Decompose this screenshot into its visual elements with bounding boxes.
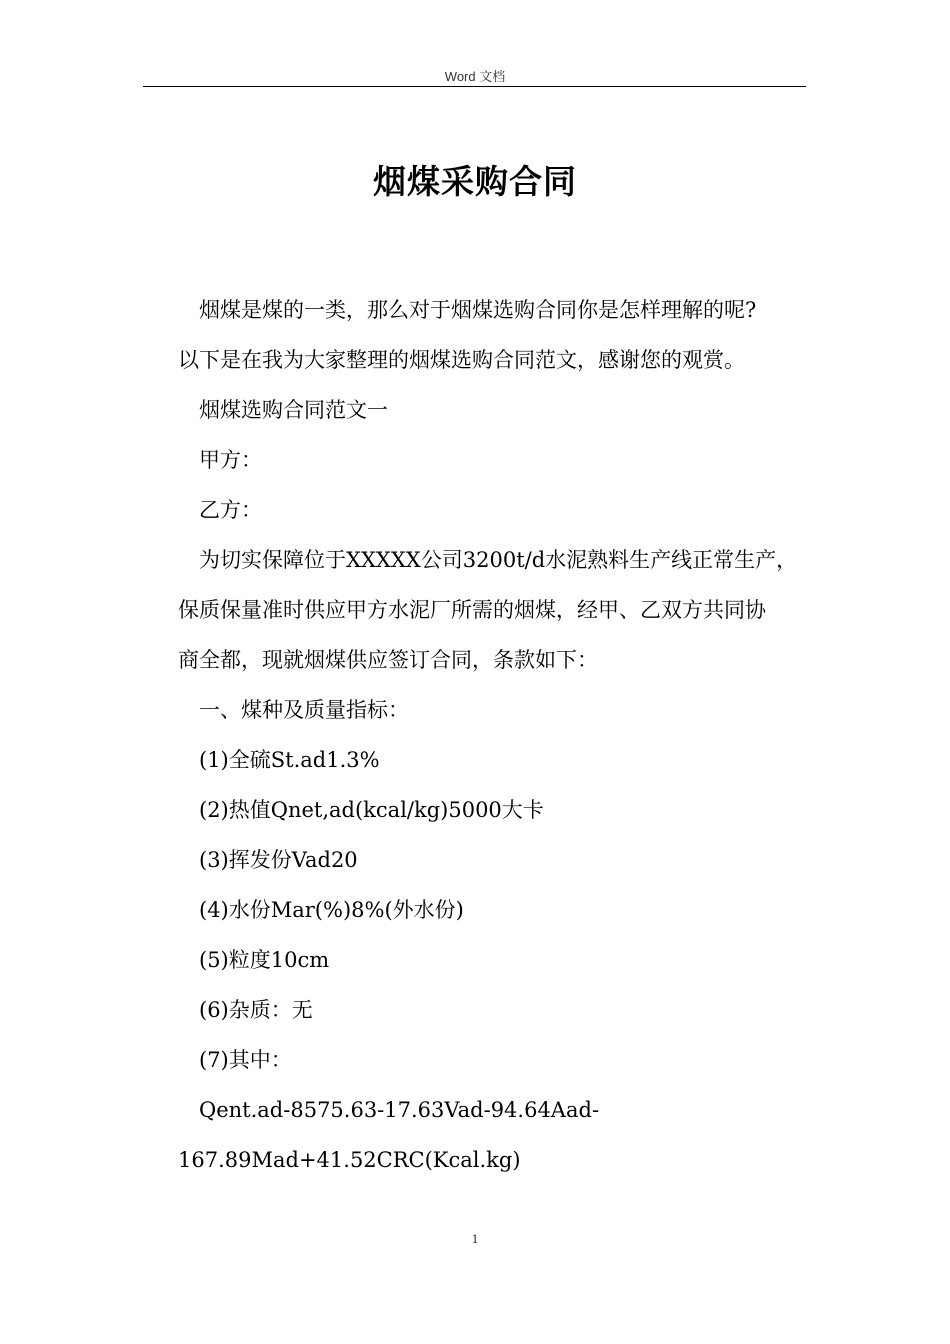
page-number: 1: [471, 1231, 479, 1246]
formula-line: Qent.ad-8575.63-17.63Vad-94.64Aad-: [199, 1098, 600, 1122]
header-divider: [143, 86, 806, 87]
list-item: (4)水份Mar(%)8%(外水份): [199, 898, 464, 922]
list-item: (7)其中：: [199, 1048, 292, 1072]
page-header: Word 文档: [444, 69, 506, 84]
paragraph-line: 为切实保障位于XXXXX公司3200t/d水泥熟料生产线正常生产，: [199, 548, 798, 572]
formula-line: 167.89Mad+41.52CRC(Kcal.kg): [178, 1148, 521, 1172]
list-item: (6)杂质：无: [199, 998, 313, 1022]
paragraph-line: 乙方：: [199, 498, 262, 522]
paragraph-line: 商全都，现就烟煤供应签订合同，条款如下：: [178, 648, 598, 672]
document-body: [178, 285, 808, 1185]
paragraph-line: 烟煤是煤的一类，那么对于烟煤选购合同你是怎样理解的呢?: [199, 298, 757, 322]
list-item: (2)热值Qnet,ad(kcal/kg)5000大卡: [199, 798, 544, 822]
paragraph-line: 烟煤选购合同范文一: [199, 398, 388, 422]
paragraph-line: 以下是在我为大家整理的烟煤选购合同范文，感谢您的观赏。: [178, 348, 745, 372]
document-title: 烟煤采购合同: [373, 162, 577, 201]
list-item: (3)挥发份Vad20: [199, 848, 358, 872]
paragraph-line: 甲方：: [199, 448, 262, 472]
paragraph-line: 保质保量准时供应甲方水泥厂所需的烟煤，经甲、乙双方共同协: [178, 598, 766, 622]
list-item: (1)全硫St.ad1.3%: [199, 748, 380, 772]
list-item: (5)粒度10cm: [199, 948, 330, 972]
paragraph-line: 一、煤种及质量指标：: [199, 698, 409, 722]
